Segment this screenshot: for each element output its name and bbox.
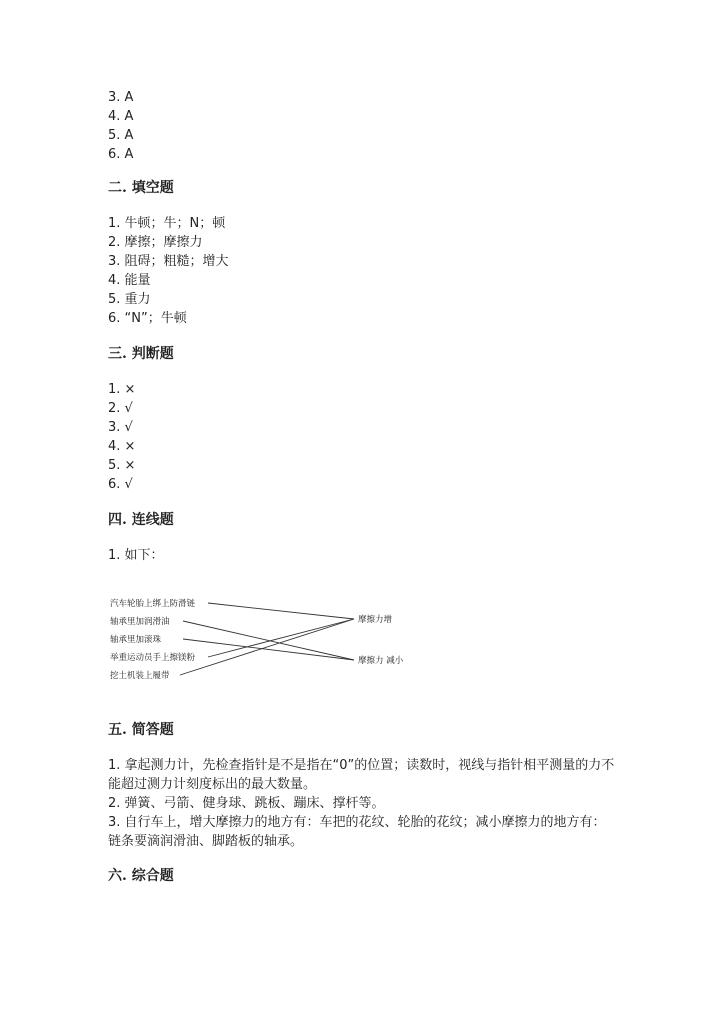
matching-diagram <box>108 590 428 690</box>
section4-heading: 四. 连线题 <box>108 512 174 528</box>
section3-answers <box>108 380 135 494</box>
answer-line: 1. 牛顿；牛；N；顿 <box>108 216 226 231</box>
answer-line: 1. × <box>108 382 136 397</box>
answer-line: 6. “N”；牛顿 <box>108 311 187 326</box>
answer-line: 4. × <box>108 439 136 454</box>
section2-answers <box>108 214 229 328</box>
answer-paragraph: 3. 自行车上，增大摩擦力的地方有：车把的花纹、轮胎的花纹；减小摩擦力的地方有：链条要滴润滑油、脚踏板的轴承。 <box>108 815 606 849</box>
answer-paragraph: 1. 拿起测力计，先检查指针是不是指在“0”的位置；读数时，视线与指针相平测量的力不能超过测力计刻度标出的最大数量。 <box>108 758 615 792</box>
answer-line: 6. √ <box>108 477 133 492</box>
answer-paragraph: 2. 弹簧、弓箭、健身球、跳板、蹦床、撑杆等。 <box>108 796 385 811</box>
answer-line: 3. A <box>108 90 134 105</box>
section5-heading: 五. 简答题 <box>108 722 174 738</box>
section1-answers <box>108 88 133 164</box>
connector-line <box>180 619 354 675</box>
answer-line: 4. A <box>108 109 134 124</box>
section6-heading: 六. 综合题 <box>108 868 174 884</box>
right-item: 摩擦力增 <box>358 615 393 625</box>
left-item: 轴承里加润滑油 <box>110 617 170 627</box>
section2-heading: 二. 填空题 <box>108 180 174 196</box>
left-item: 挖土机装上履带 <box>110 671 170 681</box>
left-item: 汽车轮胎上绑上防滑链 <box>110 599 196 609</box>
answer-line: 2. 摩擦；摩擦力 <box>108 235 203 250</box>
answer-line: 4. 能量 <box>108 273 151 288</box>
section5-answers <box>108 756 618 851</box>
answer-line: 5. 重力 <box>108 292 151 307</box>
section4-intro: 1. 如下： <box>108 548 164 563</box>
connector-line <box>208 603 354 619</box>
answer-line: 5. × <box>108 458 136 473</box>
right-item: 摩擦力 减小 <box>358 656 404 666</box>
section3-heading: 三. 判断题 <box>108 346 174 362</box>
left-item: 轴承里加滚珠 <box>110 635 162 645</box>
answer-line: 3. 阻碍；粗糙；增大 <box>108 254 229 269</box>
answer-line: 5. A <box>108 128 134 143</box>
answer-line: 6. A <box>108 147 134 162</box>
answer-line: 2. √ <box>108 401 133 416</box>
answer-line: 3. √ <box>108 420 133 435</box>
left-item: 举重运动员手上擦镁粉 <box>110 653 196 663</box>
